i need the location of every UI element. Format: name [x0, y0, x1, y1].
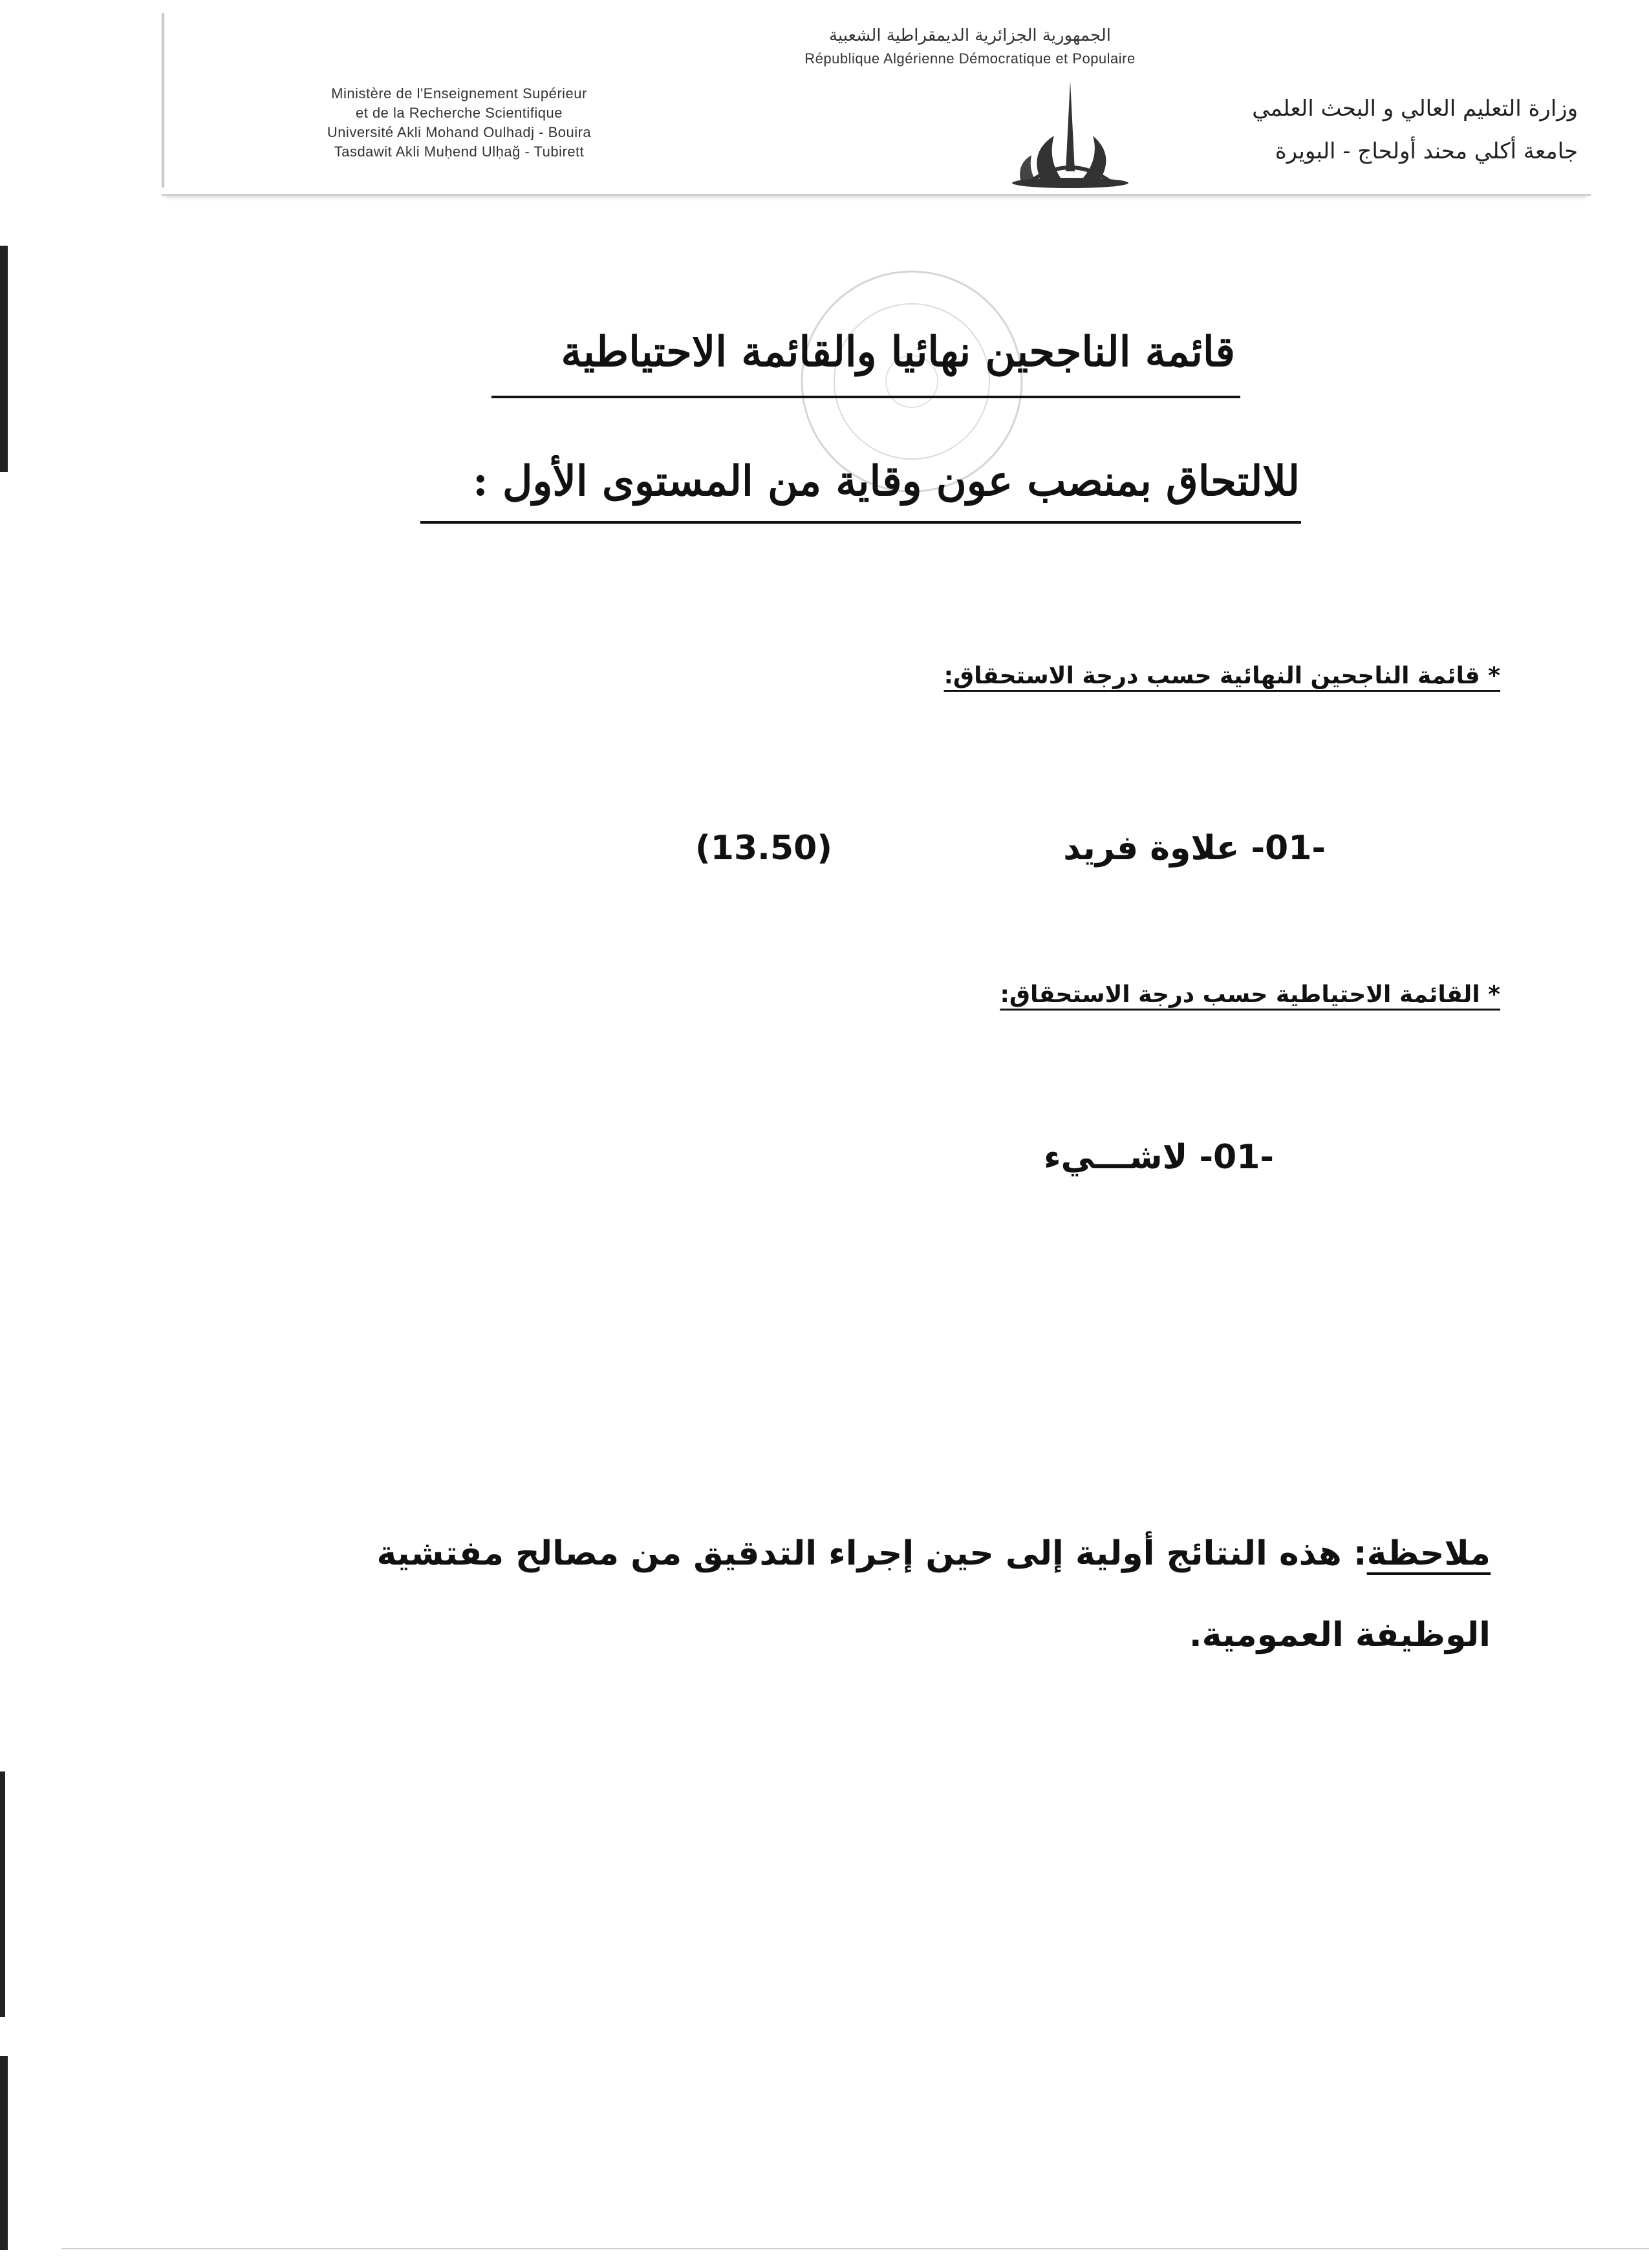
entry-number: -01-: [1199, 1138, 1274, 1177]
university-kabyle-line: Tasdawit Akli Muḥend Ulḥağ - Tubirett: [334, 144, 585, 160]
note-label: ملاحظة: [1366, 1534, 1491, 1573]
university-french-line: Université Akli Mohand Oulhadj - Bouira: [327, 124, 592, 140]
entry-name: لاشـــيء: [1043, 1138, 1188, 1177]
letterhead: [162, 6, 1591, 196]
entry-score: (13.50): [695, 829, 833, 868]
republic-arabic: الجمهورية الجزائرية الديمقراطية الشعبية: [829, 26, 1111, 45]
reserve-list-heading: * القائمة الاحتياطية حسب درجة الاستحقاق:: [1000, 981, 1500, 1008]
note-text: : هذه النتائج أولية إلى حين إجراء التدقيق من مصالح مفتشية الوظيفة العمومية.: [376, 1534, 1491, 1654]
university-arabic-line: جامعة أكلي محند أولحاج - البويرة: [1275, 138, 1578, 164]
page-subtitle: للالتحاق بمنصب عون وقاية من المستوى الأول :: [473, 457, 1300, 506]
page-title: قائمة الناجحين نهائيا والقائمة الاحتياطية: [561, 328, 1235, 376]
entry-name: علاوة فريد: [1063, 829, 1240, 868]
ministry-french-block: [226, 84, 692, 162]
republic-french: République Algérienne Démocratique et Populaire: [804, 50, 1136, 67]
scan-edge-mark: [0, 1771, 5, 2017]
note-paragraph: [275, 1513, 1491, 1676]
final-list-entry: [1063, 829, 1326, 868]
reserve-list-entry: [1044, 1138, 1274, 1177]
scan-edge-mark: [0, 246, 8, 472]
entry-number: -01-: [1251, 829, 1326, 868]
title-underline: [491, 396, 1240, 398]
letterhead-divider: [162, 13, 164, 187]
subtitle-underline: [420, 521, 1301, 524]
ministry-arabic-block: [1086, 87, 1578, 173]
ministry-french-line: et de la Recherche Scientifique: [355, 105, 563, 121]
republic-heading: [614, 26, 1326, 67]
ministry-arabic-line: وزارة التعليم العالي و البحث العلمي: [1252, 96, 1578, 122]
ministry-french-line: Ministère de l'Enseignement Supérieur: [331, 85, 587, 102]
final-list-heading: * قائمة الناجحين النهائية حسب درجة الاستحقاق:: [943, 663, 1500, 689]
scan-edge-mark: [0, 2056, 8, 2250]
bottom-divider: [61, 2248, 1649, 2249]
